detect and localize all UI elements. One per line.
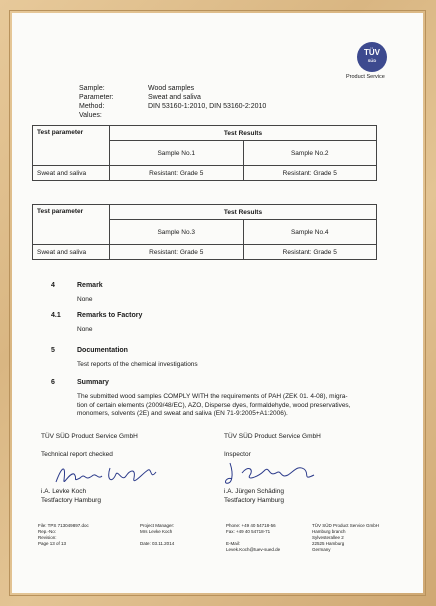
role-right: Inspector bbox=[224, 451, 251, 458]
table-header-results: Test Results bbox=[110, 205, 377, 220]
sample-info-values: Wood samples Sweat and saliva DIN 53160-1:2010, DIN 53160-2:2010 bbox=[148, 85, 267, 110]
table-row-label: Sweat and saliva bbox=[33, 166, 110, 181]
section-body: None bbox=[77, 296, 93, 303]
section-number: 4 bbox=[51, 282, 55, 289]
section-title-remarks-factory: Remarks to Factory bbox=[77, 312, 143, 319]
section-number: 6 bbox=[51, 379, 55, 386]
footer-address: TÜV SÜD Product Service GmbH Hamburg branch Sylvesterallee 2 22525 Hamburg Germany bbox=[312, 523, 380, 552]
company-left: TÜV SÜD Product Service GmbH bbox=[41, 433, 138, 440]
role-left: Technical report checked bbox=[41, 451, 113, 458]
table-cell-result: Resistant: Grade 5 bbox=[110, 166, 244, 181]
section-body: Test reports of the chemical investigations bbox=[77, 361, 198, 368]
summary-text: The submitted wood samples COMPLY WITH the requirements of PAH (ZEK 01. 4-08), migra- tion of certain elements (2009/48/EC), AZO, Disperse dyes, formaldehyde, wood preservatives, monomers, solvents (2E) and sweat and saliva (EN 71-9:2005+A1:2006). bbox=[77, 393, 351, 417]
signer-right: i.A. Jürgen Schäding bbox=[224, 488, 284, 495]
section-body: None bbox=[77, 326, 93, 333]
signature-juergen-schaeding bbox=[224, 457, 324, 489]
section-number: 5 bbox=[51, 347, 55, 354]
section-number: 4.1 bbox=[51, 312, 61, 319]
section-title-documentation: Documentation bbox=[77, 347, 128, 354]
footer-contact: Phone: +49 40 54718-56 Fax: +49 40 54718-71 E-Mail: Levek.Koch@tuev-sued.de bbox=[226, 523, 281, 552]
sample-info-labels: Sample: Parameter: Method: Values: bbox=[79, 85, 114, 119]
results-table-1 bbox=[32, 125, 377, 181]
signer-left: i.A. Levke Koch bbox=[41, 488, 87, 495]
certificate-page bbox=[12, 13, 423, 593]
dept-left: Testfactory Hamburg bbox=[41, 497, 101, 504]
table-col-sample-1: Sample No.1 bbox=[110, 141, 244, 166]
table-header-results: Test Results bbox=[110, 126, 377, 141]
table-row-label: Sweat and saliva bbox=[33, 245, 110, 260]
section-title-remark: Remark bbox=[77, 282, 103, 289]
dept-right: Testfactory Hamburg bbox=[224, 497, 284, 504]
table-cell-result: Resistant: Grade 5 bbox=[110, 245, 244, 260]
table-cell-result: Resistant: Grade 5 bbox=[243, 245, 377, 260]
company-right: TÜV SÜD Product Service GmbH bbox=[224, 433, 321, 440]
table-col-sample-4: Sample No.4 bbox=[243, 220, 377, 245]
table-col-sample-2: Sample No.2 bbox=[243, 141, 377, 166]
section-title-summary: Summary bbox=[77, 379, 109, 386]
table-header-param: Test parameter bbox=[33, 205, 110, 245]
signature-levke-koch bbox=[52, 460, 162, 488]
footer-file-info: File: TPS 713049897.doc Rep.-No: Revision: Page 13 of 13 bbox=[38, 523, 89, 546]
results-table-2 bbox=[32, 204, 377, 260]
table-header-param: Test parameter bbox=[33, 126, 110, 166]
table-cell-result: Resistant: Grade 5 bbox=[243, 166, 377, 181]
footer-project-manager: Project Manager: Mrs Levke Koch Date: 03.11.2014 bbox=[140, 523, 175, 546]
tuv-logo: TÜV SÜD bbox=[357, 42, 387, 72]
table-col-sample-3: Sample No.3 bbox=[110, 220, 244, 245]
logo-caption: Product Service bbox=[346, 74, 385, 80]
